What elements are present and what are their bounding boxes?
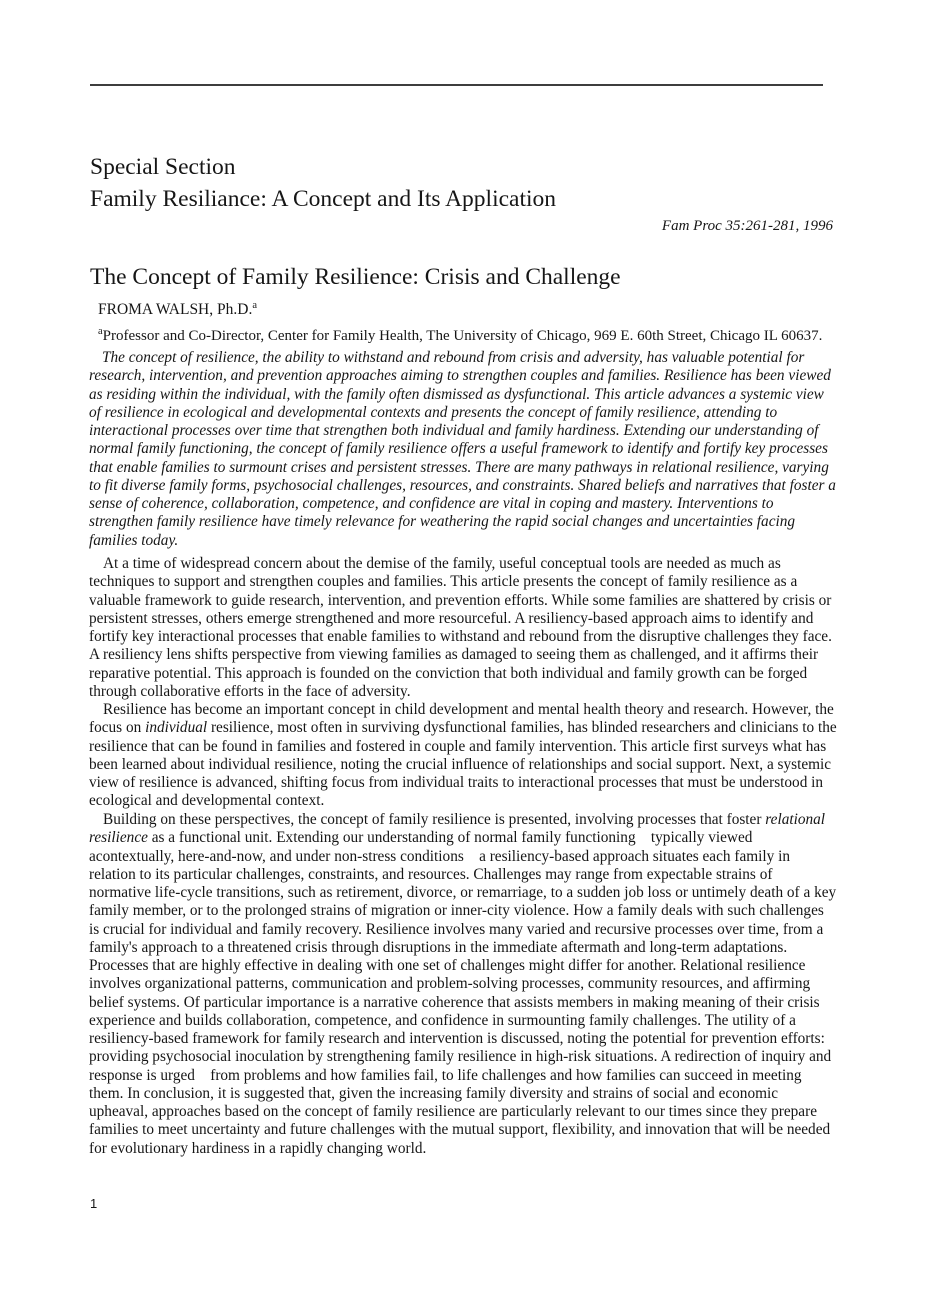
paragraph3-italic-term: relational resilience — [89, 811, 826, 847]
author-line — [98, 301, 257, 319]
section-heading-line1: Special Section — [90, 154, 236, 180]
article-title: The Concept of Family Resilience: Crisis and Challenge — [90, 264, 621, 290]
paragraph3-text-start: Building on these perspectives, the concept of family resilience is presented, involving processes that foster — [103, 811, 766, 828]
affiliation-text: Professor and Co-Director, Center for Family Health, The University of Chicago, 969 E. 60th Street, Chicago IL 60637. — [102, 328, 823, 344]
affiliation-footnote-mark: a — [98, 326, 103, 337]
journal-citation: Fam Proc 35:261-281, 1996 — [661, 218, 833, 234]
section-heading-line2: Family Resiliance: A Concept and Its Application — [90, 185, 557, 212]
paragraph3-text-continue: as a functional unit. Extending our understanding of normal family functioning typically viewed acontextually, here-and-now, and under non-stress conditions a resiliency-based approach situates each family in relation to its particular challenges, constraints, and resources. Challenges may range from expectable strains of normative life-cycle transitions, such as retirement, divorce, or remarriage, to a sudden job loss or untimely death of a key family member, or to the prolonged strains of migration or inner-city violence. How a family deals with such challenges is crucial for individual and family recovery. Resilience involves many varied and recursive processes over time, from a family's approach to a threatened crisis through disruptions in the immediate aftermath and long-term adaptations. Processes that are highly effective in dealing with one set of challenges might differ for another. Relational resilience involves organizational patterns, communication and problem-solving processes, community resources, and affirming belief systems. Of particular importance is a narrative coherence that assists members in making meaning of their crisis experience and builds collaboration, competence, and confidence in surmounting family challenges. The utility of a resiliency-based framework for family research and intervention is discussed, noting the potential for prevention efforts: providing psychosocial inoculation by strengthening family resilience in high-risk situations. A redirection of inquiry and response is urged from problems and how families fail, to life challenges and how families can succeed in meeting them. In conclusion, it is suggested that, given the increasing family diversity and strains of social and economic upheaval, approaches based on the concept of family resilience are particularly relevant to our times since they prepare families to meet uncertainty and future challenges with the mutual support, flexibility, and innovation that will be needed for evolutionary hardiness in a rapidly changing world. — [89, 829, 837, 1157]
author-footnote-mark: a — [252, 299, 257, 311]
paragraph2-italic-term: individual — [145, 719, 208, 737]
header-rule — [90, 84, 823, 86]
affiliation-line — [98, 328, 822, 345]
body-paragraph-2 — [89, 701, 837, 811]
paragraph2-text-continue: resilience, most often in surviving dysfunctional families, has blinded researchers and clinicians to the resilience that can be found in families and fostered in couple and family intervention. This article first surveys what has been learned about individual resilience, noting the crucial influence of relationships and social support. Next, a systemic view of resilience is advanced, shifting focus from individual traits to interactional processes that must be understood in ecological and developmental context. — [89, 719, 837, 810]
page-number: 1 — [90, 1196, 98, 1211]
section-heading — [90, 152, 556, 215]
author-name: FROMA WALSH, Ph.D. — [98, 301, 253, 318]
abstract-paragraph: The concept of resilience, the ability to withstand and rebound from crisis and adversity, has valuable potential for research, intervention, and prevention approaches aiming to strengthen couples and families. Resilience has been viewed as residing within the individual, with the family often dismissed as dysfunctional. This article advances a systemic view of resilience in ecological and developmental contexts and presents the concept of family resilience, attending to interactional processes over time that strengthen both individual and family hardiness. Extending our understanding of normal family functioning, the concept of family resilience offers a useful framework to identify and fortify key processes that enable families to surmount crises and persistent stresses. There are many pathways in relational resilience, varying to fit diverse family forms, psychosocial challenges, resources, and constraints. Shared beliefs and narratives that foster a sense of coherence, collaboration, competence, and confidence are vital in coping and mastery. Interventions to strengthen family resilience have timely relevance for weathering the rapid social changes and uncertainties facing families today. — [89, 349, 836, 549]
paragraph2-text-start: Resilience has become an important concept in child development and mental health theory and research. However, the focus on — [89, 701, 834, 737]
body-paragraph-1: At a time of widespread concern about the demise of the family, useful conceptual tools are needed as much as techniques to support and strengthen couples and families. This article presents the concept of family resilience as a valuable framework to guide research, intervention, and prevention efforts. While some families are shattered by crisis or persistent stresses, others emerge strengthened and more resourceful. A resiliency-based approach aims to identify and fortify key interactional processes that enable families to withstand and rebound from the disruptive challenges they face. A resiliency lens shifts perspective from viewing families as damaged to seeing them as challenged, and it affirms their reparative potential. This approach is founded on the conviction that both individual and family growth can be forged through collaborative efforts in the face of adversity. — [89, 555, 832, 700]
body-paragraph-3 — [89, 811, 837, 1158]
